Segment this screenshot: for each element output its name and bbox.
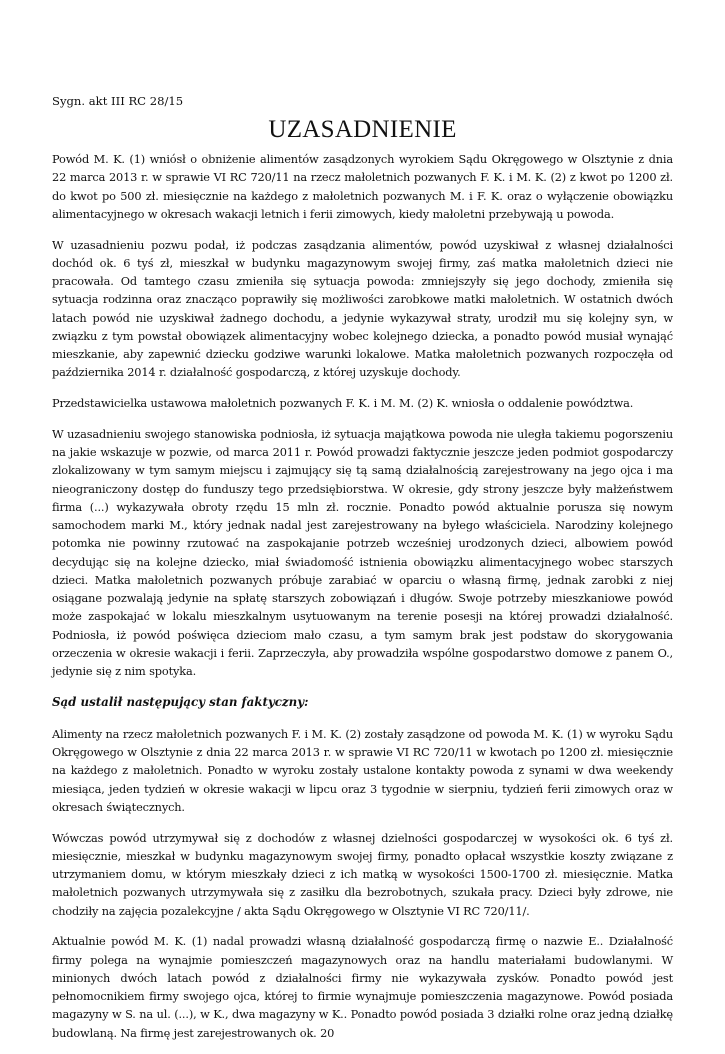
paragraph: W uzasadnieniu swojego stanowiska podniosła, iż sytuacja majątkowa powoda nie uległa takiemu pogorszeniu na jakie wskazuje w pozwie, od marca 2011 r. Powód prowadzi faktycznie jeszcze jeden podmiot gospodarczy zlokalizowany w tym samym miejscu i zajmujący się tą samą działalnością zarejestrowany na jego ojca i ma nieograniczony dostęp do funduszy tego przedsiębiorstwa. W okresie, gdy strony jeszcze były małżeństwem firma (...) wykazywała obroty rzędu 15 mln zł. rocznie. Ponadto powód aktualnie porusza się nowym samochodem marki M., który jednak nadal jest zarejestrowany na byłego właściciela. Narodziny kolejnego potomka nie powinny rzutować na zaspokajanie potrzeb wcześniej urodzonych dzieci, albowiem powód decydując się na kolejne dziecko, miał świadomość istnienia obowiązku alimentacyjnego wobec starszych dzieci. Matka małoletnich pozwanych próbuje zarabiać w oparciu o własną firmę, jednak zarobki z niej osiągane pozwalają jedynie na spłatę starszych zobowiązań i długów. Swoje potrzeby mieszkaniowe powód może zaspokajać w lokalu mieszkalnym usytuowanym na terenie posesji na której prowadzi działalność. Podniosła, iż powód poświęca dzieciom mało czasu, a tym samym brak jest podstaw do skorygowania orzeczenia w okresie wakacji i ferii. Zaprzeczyła, aby prowadziła wspólne gospodarstwo domowe z panem O., jedynie się z nim spotyka.	[52, 426, 673, 678]
paragraph: Alimenty na rzecz małoletnich pozwanych F. i M. K. (2) zostały zasądzone od powoda M. K. (1) w wyroku Sądu Okręgowego w Olsztynie z dnia 22 marca 2013 r. w sprawie VI RC 720/11 w kwotach po 1200 zł. miesięcznie na każdego z małoletnich. Ponadto w wyroku zostały ustalone kontakty powoda z synami w dwa weekendy miesiąca, jeden tydzień w okresie wakacji w lipcu oraz 3 tygodnie w sierpniu, tydzień ferii zimowych oraz w okresach świątecznych.	[52, 726, 673, 814]
paragraph: Wówczas powód utrzymywał się z dochodów z własnej dzielności gospodarczej w wysokości ok. 6 tyś zł. miesięcznie, mieszkał w budynku magazynowym swojej firmy, ponadto opłacał wszystkie koszty związane z utrzymaniem domu, w którym mieszkały dzieci z ich matką w wysokości 1500-1700 zł. miesięcznie. Matka małoletnich pozwanych utrzymywała się z zasiłku dla bezrobotnych, szukała pracy. Dzieci były zdrowe, nie chodziły na zajęcia pozalekcyjne / akta Sądu Okręgowego w Olsztynie VI RC 720/11/.	[52, 830, 673, 918]
document-title: UZASADNIENIE	[268, 116, 457, 143]
paragraph: Powód M. K. (1) wniósł o obniżenie alimentów zasądzonych wyrokiem Sądu Okręgowego w Olsztynie z dnia 22 marca 2013 r. w sprawie VI RC 720/11 na rzecz małoletnich pozwanych F. K. i M. K. (2) z kwot po 1200 zł. do kwot po 500 zł. miesięcznie na każdego z małoletnich pozwanych M. i F. K. oraz o wyłączenie obowiązku alimentacyjnego w okresach wakacji letnich i ferii zimowych, kiedy małoletni przebywają u powoda.	[52, 152, 673, 221]
case-signature: Sygn. akt III RC 28/15	[52, 94, 184, 108]
paragraph: W uzasadnieniu pozwu podał, iż podczas zasądzania alimentów, powód uzyskiwał z własnej działalności dochód ok. 6 tyś zł, mieszkał w budynku magazynowym swojej firmy, zaś matka małoletnich dzieci nie pracowała. Od tamtego czasu zmieniła się sytuacja powoda: zmniejszyły się jego dochody, zmieniła się sytuacja rodzinna oraz znacząco poprawiły się możliwości zarobkowe matki małoletnich. W ostatnich dwóch latach powód nie uzyskiwał żadnego dochodu, a jedynie wykazywał straty, urodził mu się kolejny syn, w związku z tym powstał obowiązek alimentacyjny wobec kolejnego dziecka, a ponadto powód musiał wynająć mieszkanie, aby zapewnić dziecku godziwe warunki lokalowe. Matka małoletnich pozwanych rozpoczęła od października 2014 r. działalność gospodarczą, z której uzyskuje dochody.	[52, 237, 673, 380]
paragraph: Przedstawicielka ustawowa małoletnich pozwanych F. K. i M. M. (2) K. wniosła o oddalenie powództwa.	[52, 396, 634, 410]
paragraph: Aktualnie powód M. K. (1) nadal prowadzi własną działalność gospodarczą firmę o nazwie E.. Działalność firmy polega na wynajmie pomieszczeń magazynowych oraz na handlu materiałami budowlanymi. W minionych dwóch latach powód z działalności firmy nie wykazywała zysków. Ponadto powód jest pełnomocnikiem firmy swojego ojca, której to firmie wynajmuje pomieszczenia magazynowe. Powód posiada magazyny w S. na ul. (...), w K., dwa magazyny w K.. Ponadto powód posiada 3 działki rolne oraz jedną działkę budowlaną. Na firmę jest zarejestrowanych ok. 20	[52, 934, 673, 1040]
section-heading: Sąd ustalił następujący stan faktyczny:	[52, 694, 309, 709]
document-page	[52, 94, 673, 1054]
